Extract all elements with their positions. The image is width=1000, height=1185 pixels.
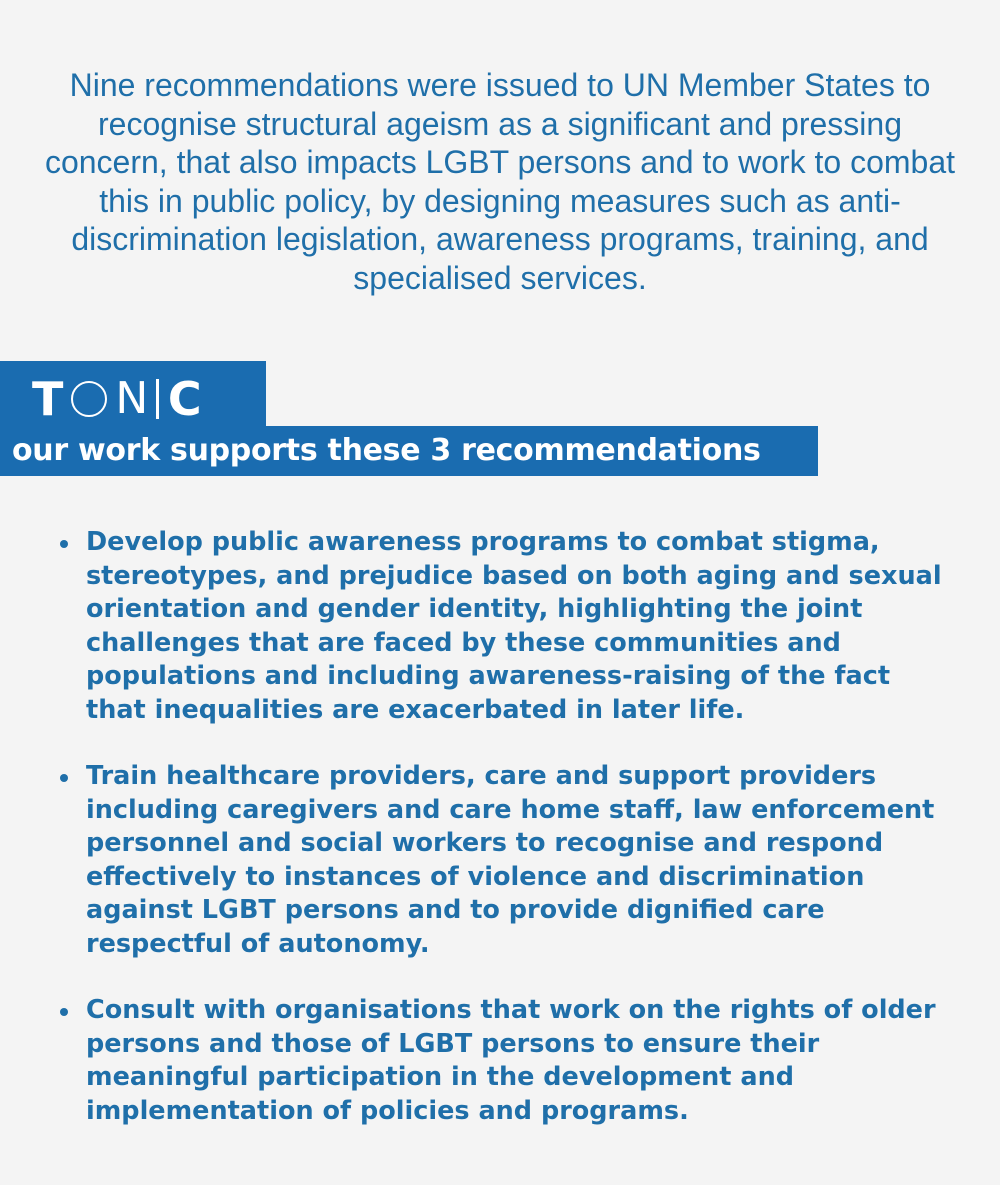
- recommendations-list: [86, 526, 956, 1161]
- logo-divider: [156, 379, 159, 419]
- recommendation-item: Develop public awareness programs to combat stigma, stereotypes, and prejudice based on both aging and sexual orientation and gender identity, highlighting the joint challenges that are faced by these communities and populations and including awareness-raising of the fact that inequalities are exacerbated in later life.: [86, 526, 956, 727]
- recommendation-item: Train healthcare providers, care and support providers including caregivers and care home staff, law enforcement personnel and social workers to recognise and respond effectively to instances of violence and discrimination against LGBT persons and to provide dignified care respectful of autonomy.: [86, 760, 956, 961]
- recommendations-banner: our work supports these 3 recommendations: [0, 426, 818, 476]
- logo-ring-icon: [71, 381, 107, 417]
- tonic-logo: [32, 372, 202, 426]
- intro-paragraph: Nine recommendations were issued to UN Member States to recognise structural ageism as a significant and pressing concern, that also impacts LGBT persons and to work to combat this in public policy, by designing measures such as anti-discrimination legislation, awareness programs, training, and specialised services.: [44, 67, 956, 296]
- recommendation-item: Consult with organisations that work on the rights of older persons and those of LGBT persons to ensure their meaningful participation in the development and implementation of policies and programs.: [86, 994, 956, 1128]
- logo-letter-c: C: [167, 372, 202, 426]
- logo-letter-t: T: [32, 372, 64, 426]
- logo-letter-n: N: [115, 373, 149, 424]
